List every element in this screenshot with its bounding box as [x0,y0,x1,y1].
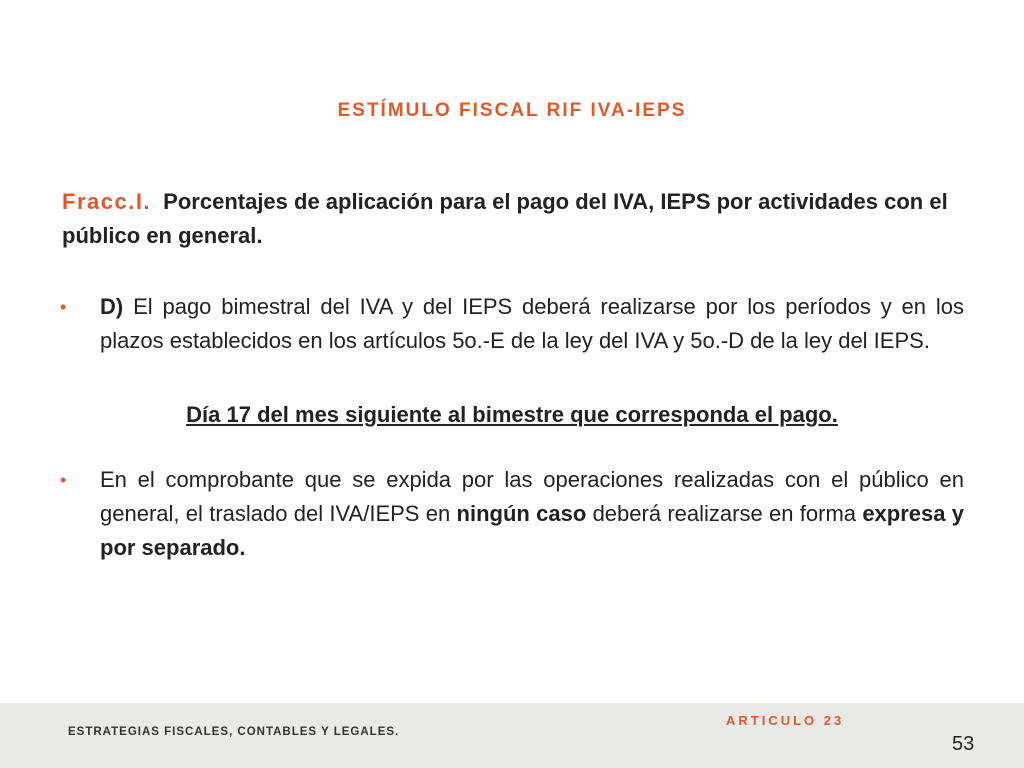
bullet-icon: • [60,470,67,490]
section-label: Fracc.I. [62,189,152,214]
bullet-item-receipt [60,463,965,565]
slide-title: ESTÍMULO FISCAL RIF IVA-IEPS [337,100,687,121]
section-text: Porcentajes de aplicación para el pago del IVA, IEPS por actividades con el público en general. [62,189,948,248]
bullet-text-part1: En el comprobante que se expida por las operaciones realizadas con el público en general, el traslado del IVA/IEPS en [100,467,964,526]
footer-brand: ESTRATEGIAS FISCALES, CONTABLES Y LEGALES. [68,726,400,738]
bullet-bold-express: expresa y por separado. [100,501,965,560]
bullet-lead: D) [100,294,124,319]
bullet-icon: • [60,297,67,317]
deadline-note: Día 17 del mes siguiente al bimestre que corresponda el pago. [186,402,838,427]
bullet-text: El pago bimestral del IVA y del IEPS deberá realizarse por los períodos y en los plazos establecidos en los artículos 5o.-E de la ley del IVA y 5o.-D de la ley del IEPS. [100,294,964,353]
section-heading [62,185,964,253]
bullet-bold-no-case: ningún caso [456,501,587,526]
footer-article: ARTICULO 23 [726,713,845,728]
bullet-item-payment [60,290,964,358]
page-number: 53 [952,733,975,755]
bullet-text-part2: deberá realizarse en forma [586,501,863,526]
